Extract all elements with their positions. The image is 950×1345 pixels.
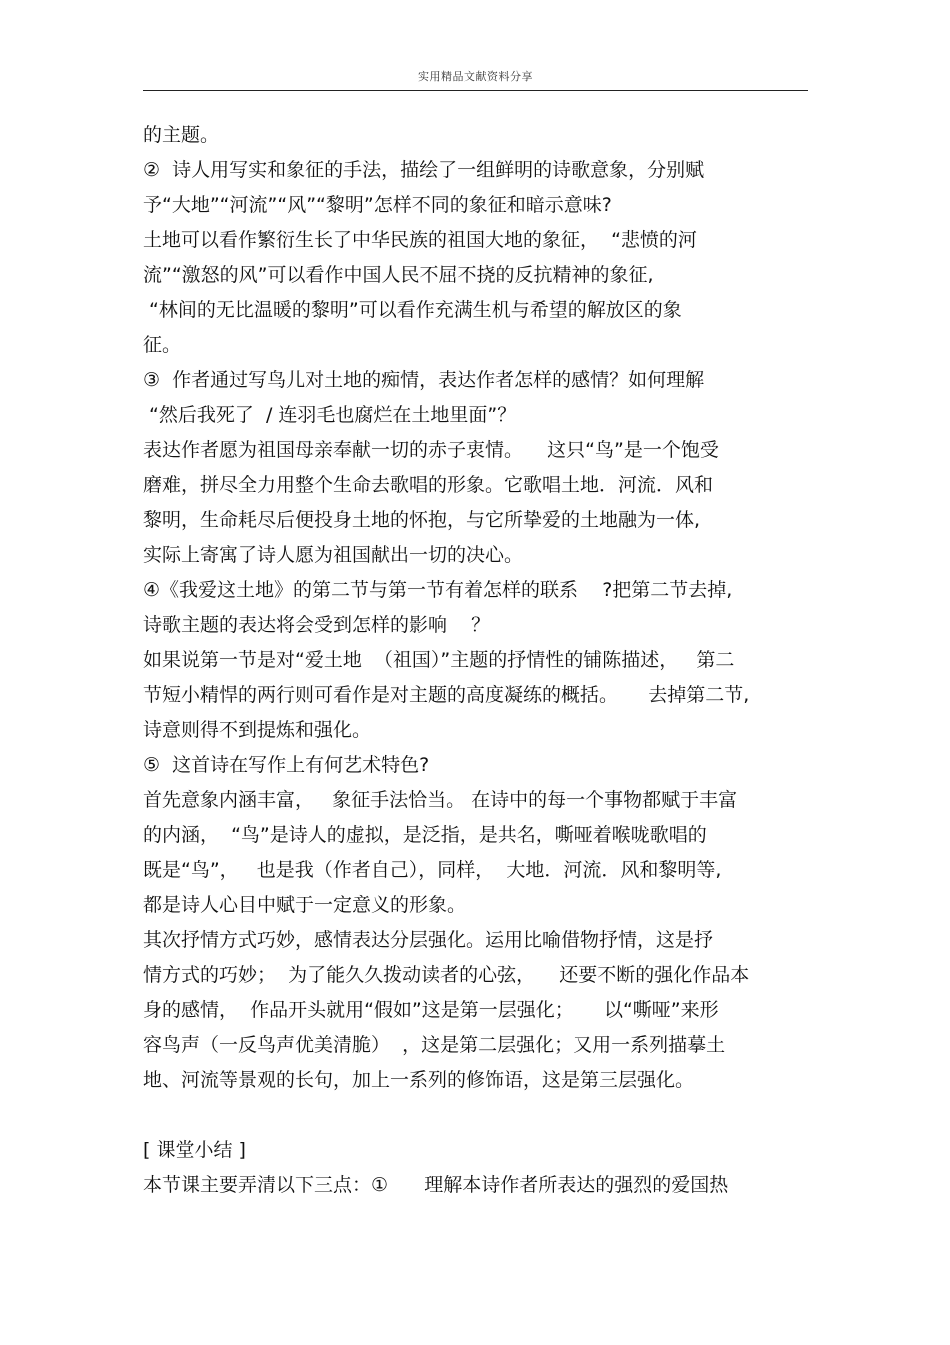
answer-4-line: 如果说第一节是对“爱土地 （祖国）”主题的抒情性的铺陈描述， 第二 xyxy=(143,649,735,671)
text-line: 容鸟声（一反鸟声优美清脆） ，这是第二层强化；又用一系列描摹土 xyxy=(143,1034,726,1056)
question-4-line: ④《我爱这土地》的第二节与第一节有着怎样的联系 ?把第二节去掉, xyxy=(143,579,733,601)
text-line: 黎明，生命耗尽后便投身土地的怀抱，与它所挚爱的土地融为一体, xyxy=(143,509,701,531)
question-3-line: ③ 作者通过写鸟儿对土地的痴情，表达作者怎样的感情？如何理解 xyxy=(143,369,705,391)
answer-3-line: 表达作者愿为祖国母亲奉献一切的赤子衷情。 这只“鸟”是一个饱受 xyxy=(143,439,719,461)
text-line: 既是“鸟”， 也是我（作者自己），同样， 大地．河流．风和黎明等, xyxy=(143,859,722,881)
text-line: 地、河流等景观的长句，加上一系列的修饰语，这是第三层强化。 xyxy=(143,1069,695,1091)
text-line: 的内涵， “鸟”是诗人的虚拟，是泛指，是共名，嘶哑着喉咙歌唱的 xyxy=(143,824,707,846)
document-body xyxy=(143,118,813,1203)
text-line: 诗意则得不到提炼和强化。 xyxy=(143,719,372,741)
text-line: 征。 xyxy=(143,334,182,356)
text-line: 情方式的巧妙； 为了能久久拨动读者的心弦， 还要不断的强化作品本 xyxy=(143,964,750,986)
text-line: “然后我死了 / 连羽毛也腐烂在土地里面”？ xyxy=(143,404,517,426)
answer-5-line: 首先意象内涵丰富， 象征手法恰当。 在诗中的每一个事物都赋于丰富 xyxy=(143,789,738,811)
text-line: 节短小精悍的两行则可看作是对主题的高度凝练的概括。 去掉第二节, xyxy=(143,684,750,706)
text-line: 的主题。 xyxy=(143,124,220,146)
question-5-line: ⑤ 这首诗在写作上有何艺术特色? xyxy=(143,754,430,776)
header-divider xyxy=(143,90,808,91)
text-line: 磨难，拼尽全力用整个生命去歌唱的形象。它歌唱土地．河流．风和 xyxy=(143,474,714,496)
summary-heading: [ 课堂小结 ] xyxy=(143,1139,246,1161)
text-line: 身的感情， 作品开头就用“假如”这是第一层强化； 以“嘶哑”来形 xyxy=(143,999,719,1021)
text-line: 都是诗人心目中赋于一定意义的形象。 xyxy=(143,894,467,916)
text-line: 实际上寄寓了诗人愿为祖国献出一切的决心。 xyxy=(143,544,524,566)
summary-text: 本节课主要弄清以下三点：① 理解本诗作者所表达的强烈的爱国热 xyxy=(143,1174,729,1196)
answer-2-line: 土地可以看作繁衍生长了中华民族的祖国大地的象征， “悲愤的河 xyxy=(143,229,697,251)
text-line: “林间的无比温暖的黎明”可以看作充满生机与希望的解放区的象 xyxy=(143,299,682,321)
page-header: 实用精品文献资料分享 xyxy=(418,70,533,83)
paragraph-spacer xyxy=(143,1098,813,1133)
text-line: 流”“激怒的风”可以看作中国人民不屈不挠的反抗精神的象征, xyxy=(143,264,654,286)
question-2-line: ② 诗人用写实和象征的手法，描绘了一组鲜明的诗歌意象，分别赋 xyxy=(143,159,705,181)
text-line: 其次抒情方式巧妙，感情表达分层强化。运用比喻借物抒情，这是抒 xyxy=(143,929,714,951)
text-line: 诗歌主题的表达将会受到怎样的影响 ？ xyxy=(143,614,491,636)
text-line: 予“大地”“河流”“风”“黎明”怎样不同的象征和暗示意味? xyxy=(143,194,612,216)
